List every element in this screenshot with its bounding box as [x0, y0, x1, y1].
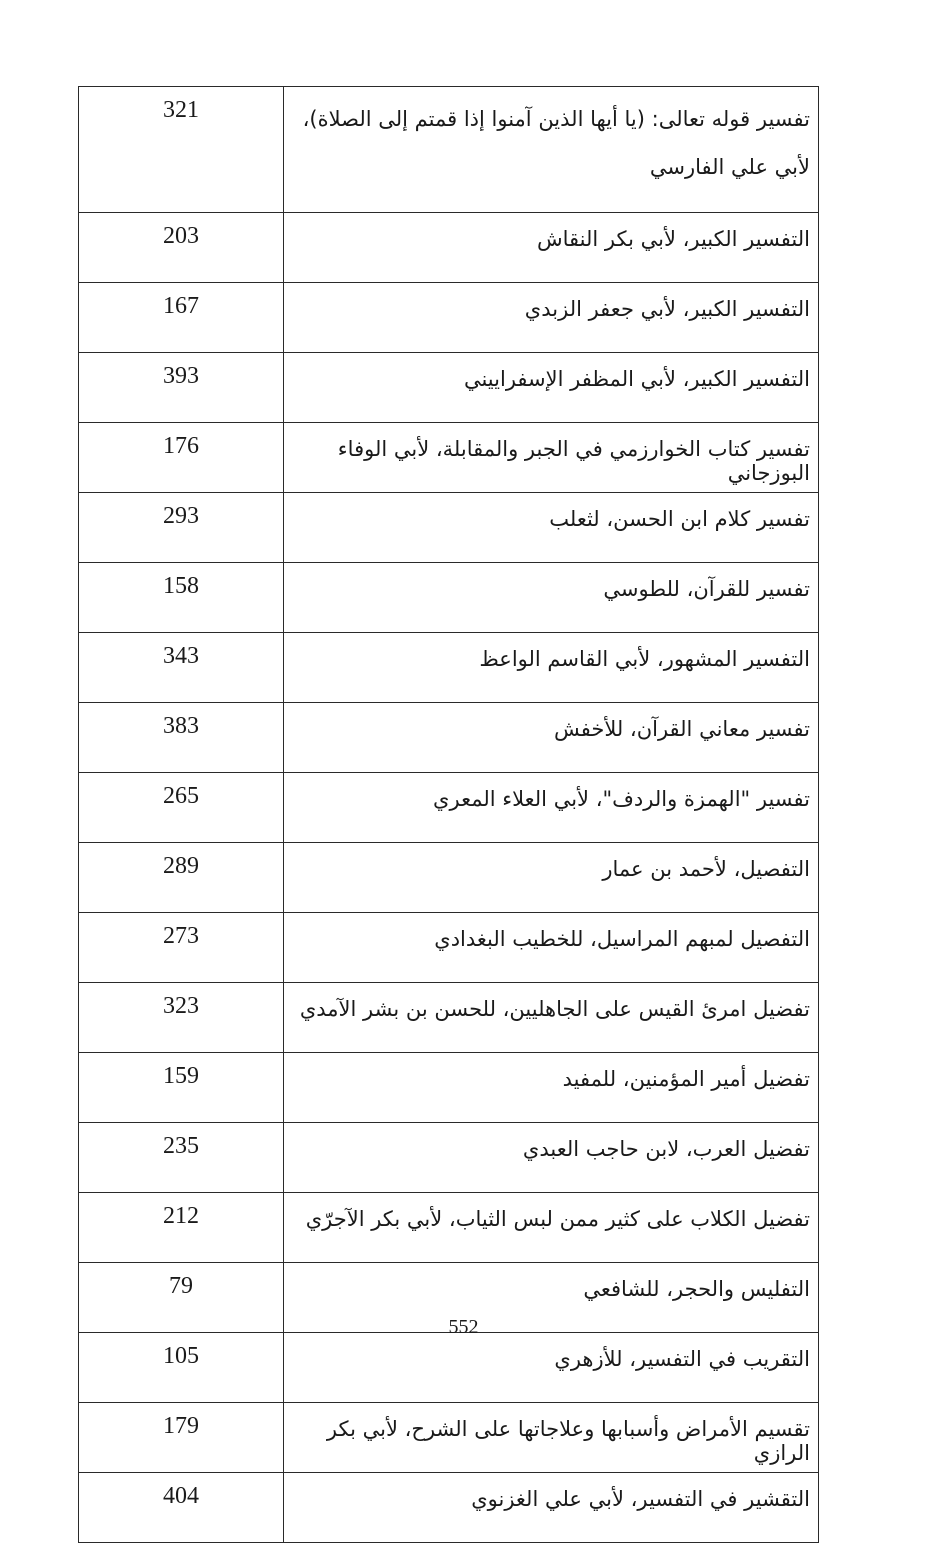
page-ref: 321 [79, 87, 284, 213]
table-row [79, 913, 819, 983]
book-title: تفسير قوله تعالى: (يا أيها الذين آمنوا إذا قمتم إلى الصلاة)، لأبي علي الفارسي [284, 87, 819, 213]
book-title: التفسير المشهور، لأبي القاسم الواعظ [284, 633, 819, 703]
book-title: تفسير "الهمزة والردف"، لأبي العلاء المعري [284, 773, 819, 843]
page-ref: 235 [79, 1123, 284, 1193]
book-title: تفسير للقرآن، للطوسي [284, 563, 819, 633]
book-title: التفسير الكبير، لأبي بكر النقاش [284, 213, 819, 283]
page-ref: 203 [79, 213, 284, 283]
page-ref: 212 [79, 1193, 284, 1263]
table-row [79, 983, 819, 1053]
table-row [79, 1333, 819, 1403]
book-title: تفسير كلام ابن الحسن، لثعلب [284, 493, 819, 563]
page-ref: 323 [79, 983, 284, 1053]
book-title: تفسير معاني القرآن، للأخفش [284, 703, 819, 773]
table-row [79, 87, 819, 213]
table-row [79, 1053, 819, 1123]
page-ref: 293 [79, 493, 284, 563]
page-ref: 383 [79, 703, 284, 773]
table-row [79, 843, 819, 913]
page-ref: 158 [79, 563, 284, 633]
table-row [79, 703, 819, 773]
table-row [79, 283, 819, 353]
table-row [79, 493, 819, 563]
page-ref: 265 [79, 773, 284, 843]
book-title: التفسير الكبير، لأبي جعفر الزبدي [284, 283, 819, 353]
book-title: التفليس والحجر، للشافعي [284, 1263, 819, 1333]
page-ref: 179 [79, 1403, 284, 1473]
table-row [79, 1473, 819, 1543]
book-title: التفسير الكبير، لأبي المظفر الإسفراييني [284, 353, 819, 423]
table-row [79, 1123, 819, 1193]
table-row [79, 213, 819, 283]
page-ref: 393 [79, 353, 284, 423]
book-title: تفضيل العرب، لابن حاجب العبدي [284, 1123, 819, 1193]
book-title: تقسيم الأمراض وأسبابها وعلاجاتها على الشرح، لأبي بكر الرازي [284, 1403, 819, 1473]
table-row [79, 563, 819, 633]
book-title: تفسير كتاب الخوارزمي في الجبر والمقابلة، لأبي الوفاء البوزجاني [284, 423, 819, 493]
book-title: تفضيل الكلاب على كثير ممن لبس الثياب، لأبي بكر الآجرّي [284, 1193, 819, 1263]
table-row [79, 423, 819, 493]
page-ref: 273 [79, 913, 284, 983]
book-title: تفضيل أمير المؤمنين، للمفيد [284, 1053, 819, 1123]
page-ref: 105 [79, 1333, 284, 1403]
page-ref: 167 [79, 283, 284, 353]
page-ref: 343 [79, 633, 284, 703]
table-row [79, 633, 819, 703]
table-row [79, 1403, 819, 1473]
book-title: التقشير في التفسير، لأبي علي الغزنوي [284, 1473, 819, 1543]
table-row [79, 353, 819, 423]
book-title: التفصيل لمبهم المراسيل، للخطيب البغدادي [284, 913, 819, 983]
page-ref: 79 [79, 1263, 284, 1333]
book-title: التفصيل، لأحمد بن عمار [284, 843, 819, 913]
book-title: التقريب في التفسير، للأزهري [284, 1333, 819, 1403]
page-ref: 289 [79, 843, 284, 913]
page-ref: 159 [79, 1053, 284, 1123]
page-ref: 404 [79, 1473, 284, 1543]
table-row [79, 1193, 819, 1263]
page-ref: 176 [79, 423, 284, 493]
book-title: تفضيل امرئ القيس على الجاهليين، للحسن بن بشر الآمدي [284, 983, 819, 1053]
table-row [79, 773, 819, 843]
page-number: 552 [448, 1316, 479, 1338]
